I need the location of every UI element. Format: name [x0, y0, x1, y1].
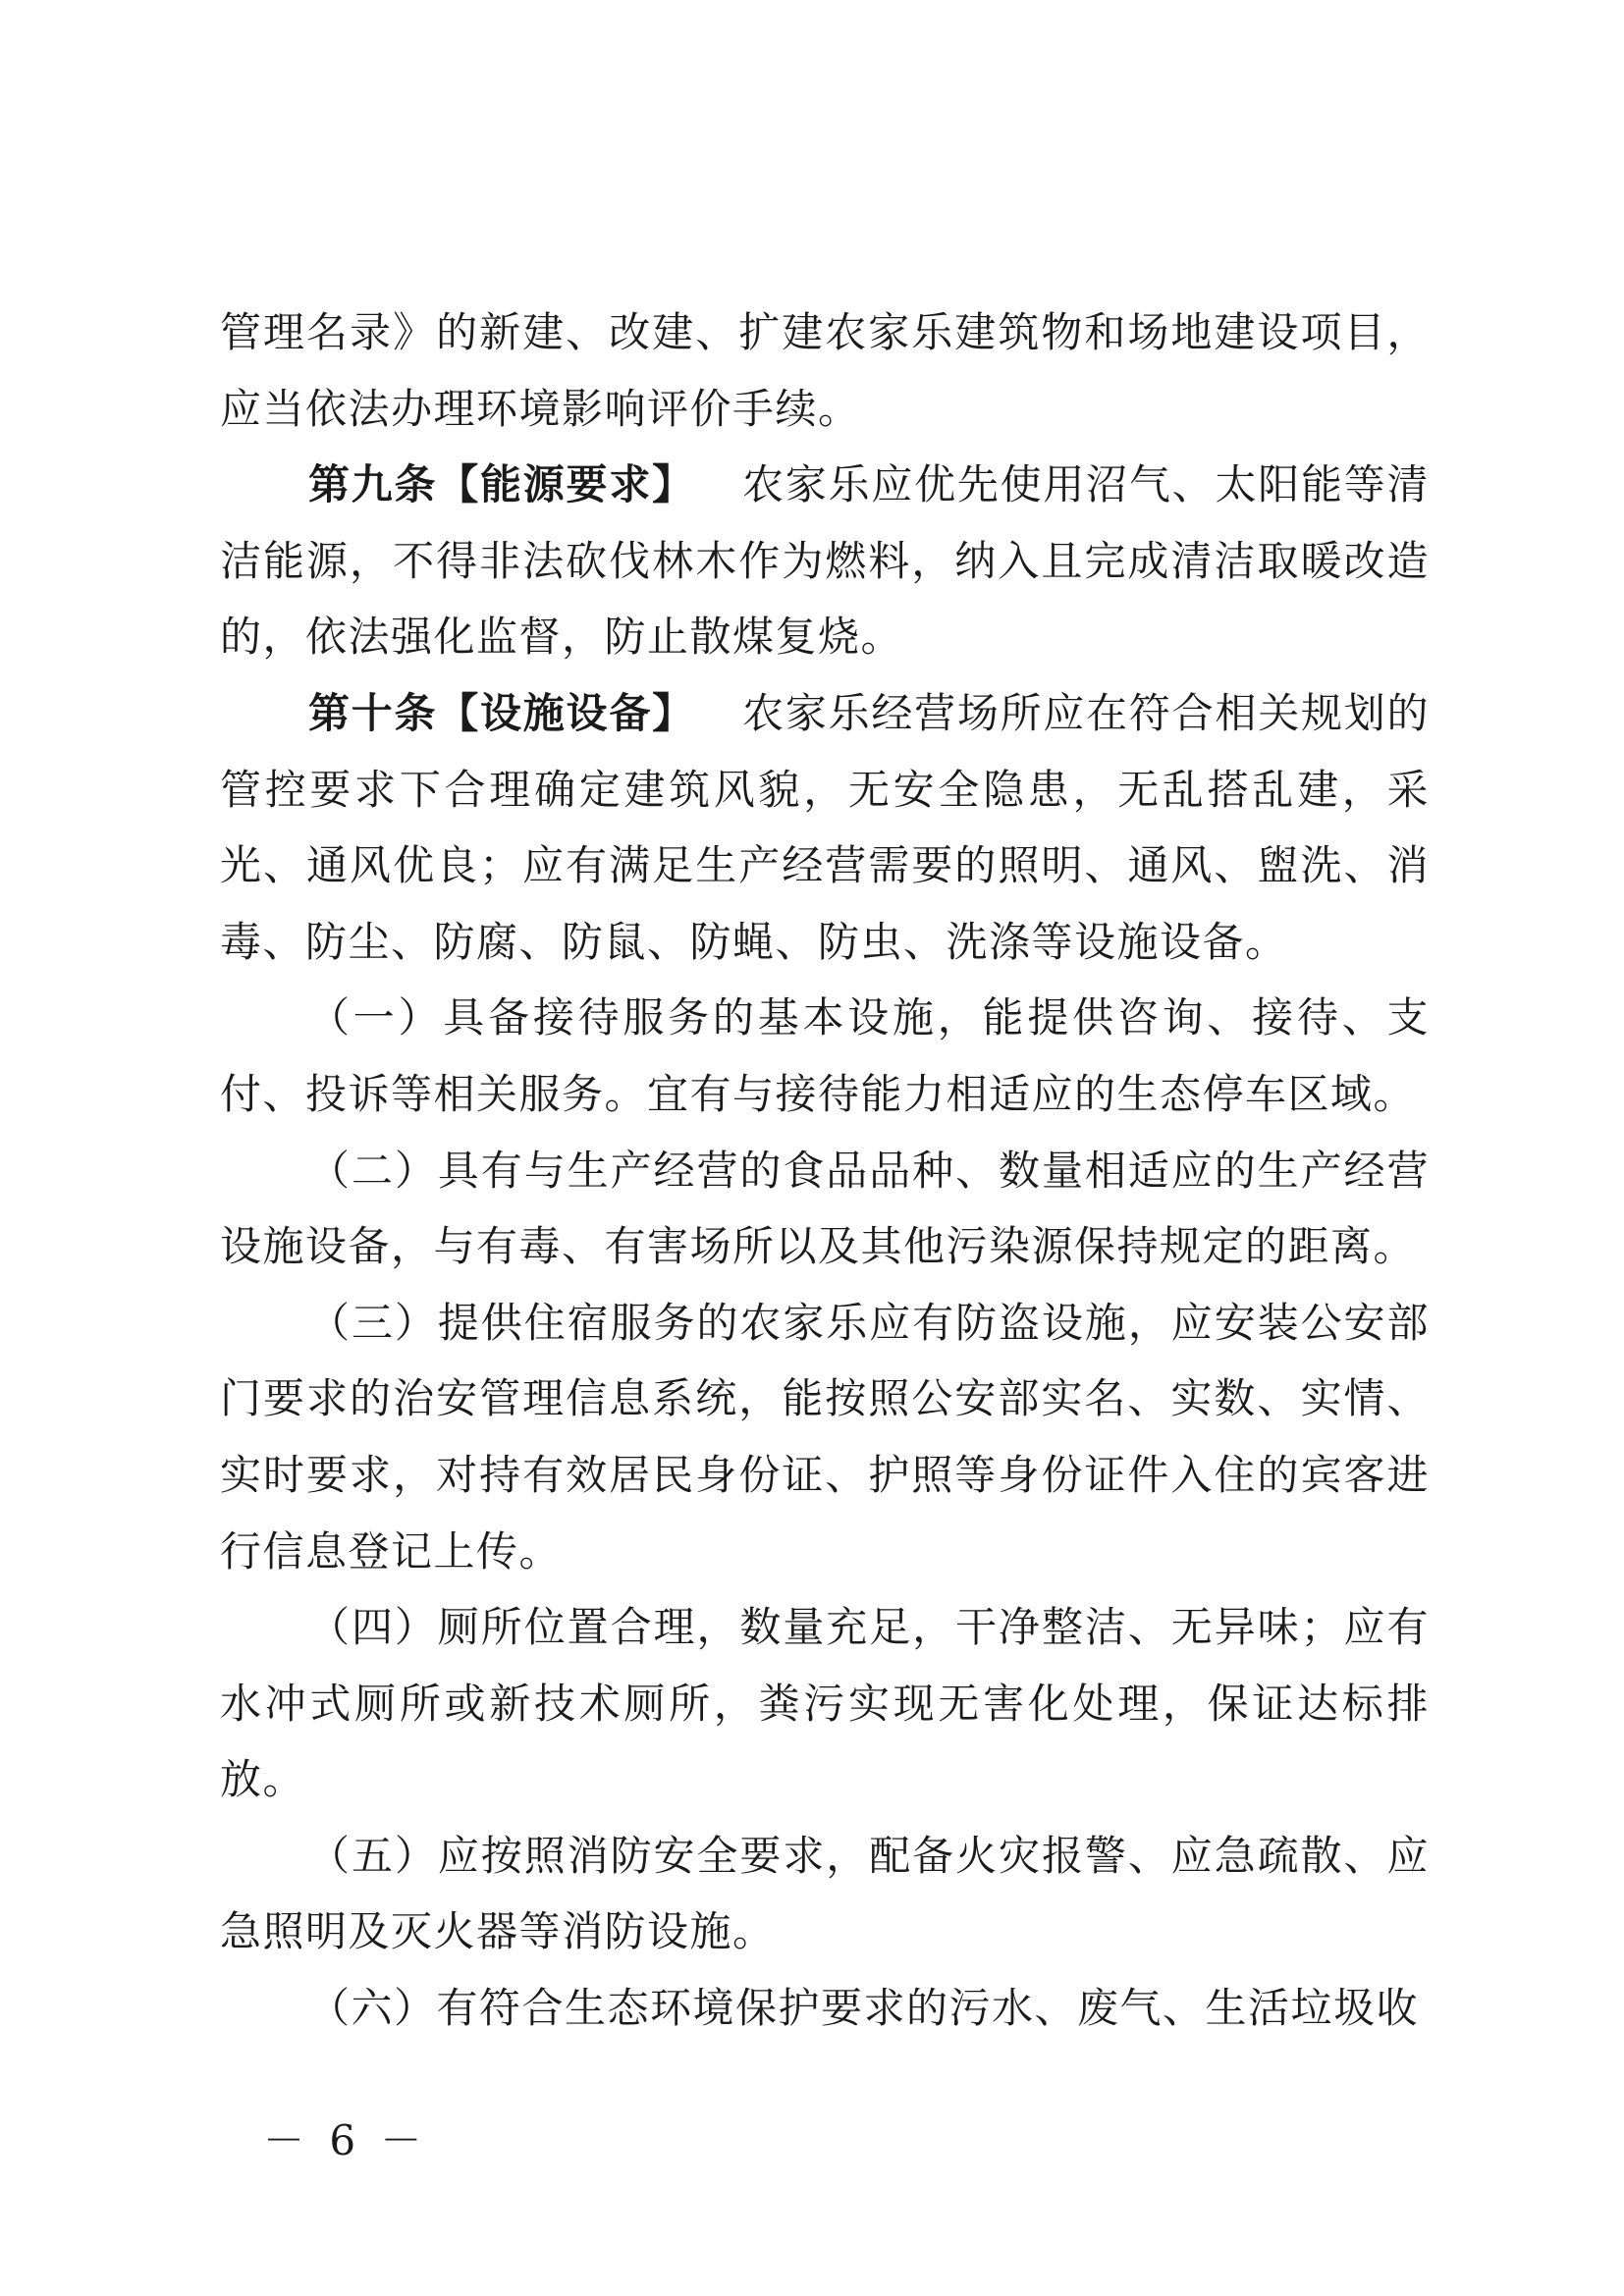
- clause-4: [220, 1589, 1430, 1818]
- paragraph-continuation: [220, 294, 1430, 447]
- clause-3: [220, 1285, 1430, 1589]
- article-number: 第九条: [308, 460, 438, 509]
- clause-text: （三）提供住宿服务的农家乐应有防盗设施，应安装公安部门要求的治安管理信息系统，能按照公安部实名、实数、实情、实时要求，对持有效居民身份证、护照等身份证件入住的宾客进行信息登记上传。: [220, 1298, 1430, 1575]
- clause-text: （四）厕所位置合理，数量充足，干净整洁、无异味；应有水冲式厕所或新技术厕所，粪污实现无害化处理，保证达标排放。: [220, 1603, 1430, 1804]
- paragraph-text: 管理名录》的新建、改建、扩建农家乐建筑物和场地建设项目，应当依法办理环境影响评价手续。: [220, 308, 1430, 433]
- clause-text: （五）应按照消防安全要求，配备火灾报警、应急疏散、应急照明及灭火器等消防设施。: [220, 1831, 1430, 1956]
- article-text: 农家乐应优先使用沼气、太阳能等清洁能源，不得非法砍伐林木作为燃料，纳入且完成清洁取暖改造的，依法强化监督，防止散煤复烧。: [220, 460, 1430, 662]
- clause-text: （一）具备接待服务的基本设施，能提供咨询、接待、支付、投诉等相关服务。宜有与接待能力相适应的生态停车区域。: [220, 993, 1430, 1118]
- article-10: [220, 675, 1430, 980]
- article-text: 农家乐经营场所应在符合相关规划的管控要求下合理确定建筑风貌，无安全隐患，无乱搭乱建，采光、通风优良；应有满足生产经营需要的照明、通风、盥洗、消毒、防尘、防腐、防鼠、防蝇、防虫、洗涤等设施设备。: [220, 688, 1430, 966]
- page-number: － 6 －: [263, 2116, 428, 2164]
- clause-text: （六）有符合生态环境保护要求的污水、废气、生活垃圾收: [308, 1984, 1420, 2033]
- clause-2: [220, 1133, 1430, 1285]
- document-body: [220, 294, 1430, 2047]
- clause-text: （二）具有与生产经营的食品品种、数量相适应的生产经营设施设备，与有毒、有害场所以及其他污染源保持规定的距离。: [220, 1146, 1430, 1271]
- clause-1: [220, 980, 1430, 1132]
- clause-5: [220, 1818, 1430, 1970]
- article-heading: 【能源要求】: [437, 460, 695, 509]
- article-heading: 【设施设备】: [437, 688, 695, 737]
- article-number: 第十条: [308, 688, 438, 737]
- clause-6: [220, 1970, 1430, 2047]
- article-9: [220, 447, 1430, 675]
